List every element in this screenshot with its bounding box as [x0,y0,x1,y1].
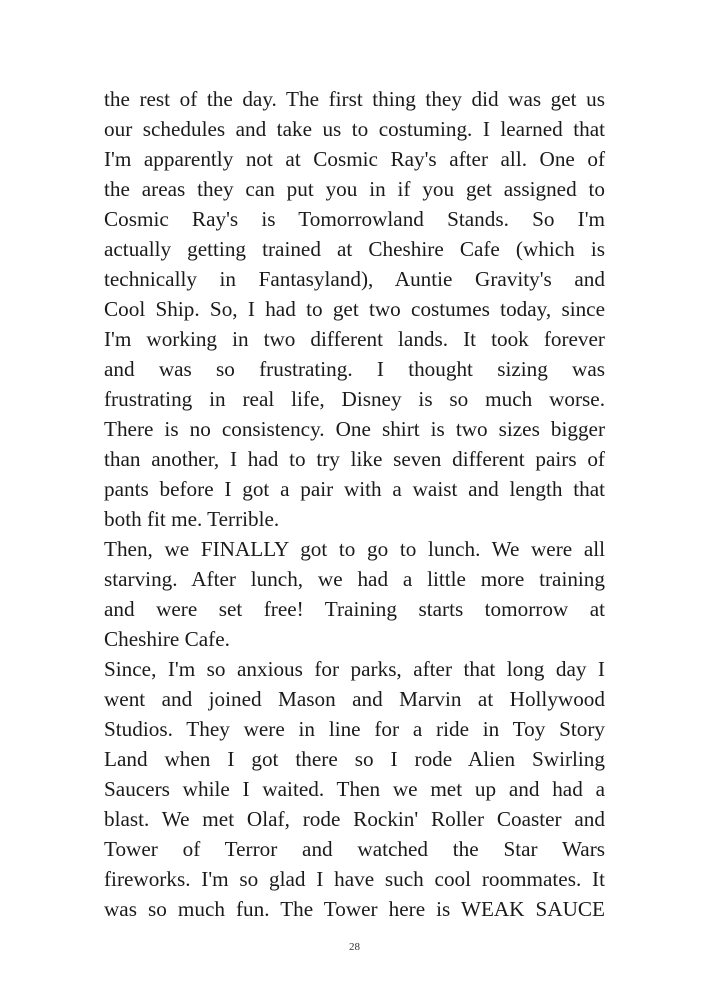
text-line: blast. We met Olaf, rode Rockin' Roller Coaster and [104,807,605,831]
text-line: starving. After lunch, we had a little more training [104,567,605,591]
text-line: Cosmic Ray's is Tomorrowland Stands. So I'm [104,207,605,231]
text-line: frustrating in real life, Disney is so much worse. [104,387,605,411]
paragraph-3 [104,654,605,924]
text-line: Since, I'm so anxious for parks, after that long day I [104,657,605,681]
paragraph-1 [104,84,605,534]
paragraph-2 [104,534,605,654]
text-line: our schedules and take us to costuming. I learned that [104,117,605,141]
text-line: Studios. They were in line for a ride in Toy Story [104,717,605,741]
text-line: fireworks. I'm so glad I have such cool roommates. It [104,867,605,891]
text-line: and was so frustrating. I thought sizing was [104,357,605,381]
text-line: pants before I got a pair with a waist and length that [104,477,605,501]
text-line: Cool Ship. So, I had to get two costumes today, since [104,297,605,321]
text-line: than another, I had to try like seven different pairs of [104,447,605,471]
text-line: the areas they can put you in if you get assigned to [104,177,605,201]
text-line: Saucers while I waited. Then we met up and had a [104,777,605,801]
page-number: 28 [349,941,360,953]
text-line: I'm apparently not at Cosmic Ray's after all. One of [104,147,605,171]
text-line: technically in Fantasyland), Auntie Gravity's and [104,267,605,291]
text-line: Then, we FINALLY got to go to lunch. We were all [104,537,605,561]
page-body [104,84,605,924]
text-line: Cheshire Cafe. [104,627,230,651]
text-line: the rest of the day. The first thing they did was get us [104,87,605,111]
text-line: Tower of Terror and watched the Star Wars [104,837,605,861]
text-line: went and joined Mason and Marvin at Hollywood [104,687,605,711]
text-line: both fit me. Terrible. [104,507,280,531]
text-line: I'm working in two different lands. It took forever [104,327,605,351]
text-line: actually getting trained at Cheshire Cafe (which is [104,237,605,261]
text-line: Land when I got there so I rode Alien Swirling [104,747,605,771]
text-line: and were set free! Training starts tomorrow at [104,597,605,621]
text-line: There is no consistency. One shirt is two sizes bigger [104,417,605,441]
text-line: was so much fun. The Tower here is WEAK SAUCE [104,897,605,921]
